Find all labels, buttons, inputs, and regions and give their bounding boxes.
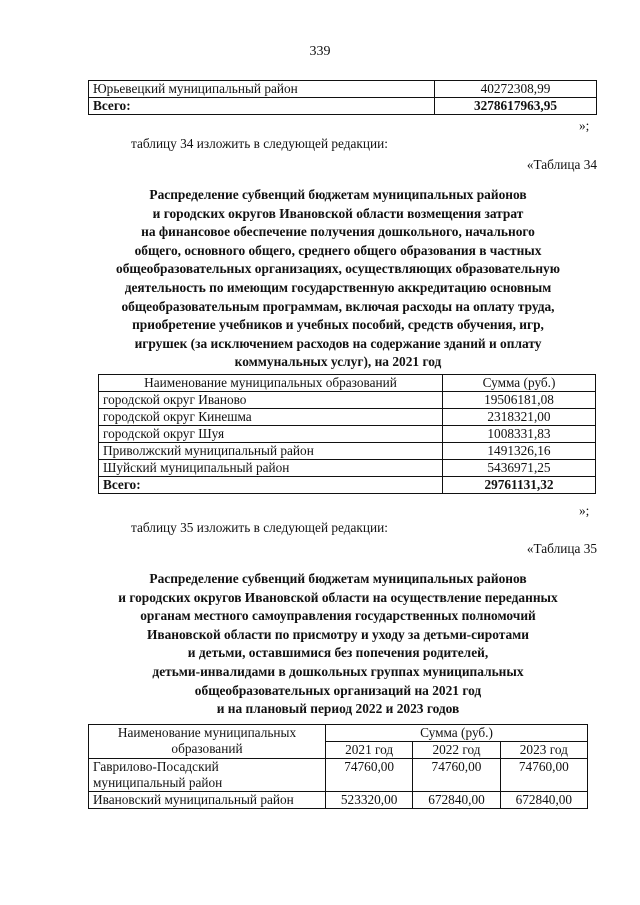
cell-name-line: муниципальный район [93, 775, 223, 790]
heading-line: и городских округов Ивановской области на осуществление переданных [118, 589, 558, 605]
heading-line: Распределение субвенций бюджетам муниципальных районов [149, 187, 527, 202]
section-heading [88, 570, 588, 719]
table-35 [88, 724, 588, 809]
heading-line: игрушек (за исключением расходов на содержание зданий и оплату [134, 335, 542, 351]
closing-mark: »; [579, 503, 590, 518]
table-cell-value: 672840,00 [500, 792, 587, 809]
heading-line: общеобразовательных организациях, осуществляющих образовательную [116, 261, 560, 277]
table-row [89, 81, 597, 98]
total-value: 29761131,32 [443, 477, 596, 494]
table-cell-value: 2318321,00 [443, 409, 596, 426]
heading-line: Ивановской области по присмотру и уходу за детьми-сиротами [146, 626, 530, 642]
cell-name-line: Гаврилово-Посадский [93, 759, 219, 774]
table-row [99, 460, 596, 477]
table-cell-value: 74760,00 [413, 759, 500, 792]
heading-line: и на плановый период 2022 и 2023 годов [216, 701, 460, 717]
table-cell-name: городской округ Шуя [99, 426, 443, 443]
heading-line: органам местного самоуправления государственных полномочий [140, 608, 536, 624]
table-cell-value: 672840,00 [413, 792, 500, 809]
table-row [89, 759, 588, 792]
heading-line: деятельность по имеющим государственную аккредитацию основным [124, 279, 552, 295]
table-34 [98, 374, 596, 494]
table-cell-name: Приволжский муниципальный район [99, 443, 443, 460]
table-row [99, 392, 596, 409]
table-row [89, 792, 588, 809]
instruction-text: таблицу 35 изложить в следующей редакции: [131, 520, 388, 535]
instruction-text: таблицу 34 изложить в следующей редакции: [131, 136, 388, 151]
table-cell-value: 1008331,83 [443, 426, 596, 443]
table-header-row [89, 725, 588, 742]
table-cell-value: 1491326,16 [443, 443, 596, 460]
heading-line: и городских округов Ивановской области возмещения затрат [152, 205, 524, 221]
table-cell-value: 74760,00 [500, 759, 587, 792]
header-sum: Сумма (руб.) [326, 725, 588, 742]
table-cell-name: Всего: [89, 98, 435, 115]
table-cell-name: Юрьевецкий муниципальный район [89, 81, 435, 98]
section-heading [88, 186, 588, 372]
heading-line: Распределение субвенций бюджетам муниципальных районов [149, 571, 527, 586]
table-cell-value: 74760,00 [326, 759, 413, 792]
header-name-line: образований [171, 741, 243, 756]
header-name [89, 725, 326, 759]
table-cell-name: городской округ Иваново [99, 392, 443, 409]
table-cell-value: 19506181,08 [443, 392, 596, 409]
table-cell-value: 3278617963,95 [435, 98, 597, 115]
heading-line: на финансовое обеспечение получения дошкольного, начального [141, 224, 535, 240]
header-year: 2023 год [500, 742, 587, 759]
heading-line: приобретение учебников и учебных пособий, средств обучения, игр, [132, 317, 544, 333]
page-number: 339 [309, 44, 331, 59]
table-header-row [99, 375, 596, 392]
header-value: Сумма (руб.) [443, 375, 596, 392]
header-year: 2021 год [326, 742, 413, 759]
table-label: «Таблица 34 [526, 157, 597, 172]
total-label: Всего: [99, 477, 443, 494]
table-row [99, 409, 596, 426]
table-cell-name: Шуйский муниципальный район [99, 460, 443, 477]
table-cell-value: 5436971,25 [443, 460, 596, 477]
heading-line: общеобразовательным программам, включая расходы на оплату труда, [121, 298, 555, 314]
heading-line: детьми-инвалидами в дошкольных группах муниципальных [152, 663, 524, 679]
heading-line: общего, основного общего, среднего общего образования в частных [134, 242, 542, 258]
table-cell-name [89, 759, 326, 792]
table-cell-value: 523320,00 [326, 792, 413, 809]
heading-line: общеобразовательных организаций на 2021 год [194, 682, 482, 698]
top-table [88, 80, 597, 115]
table-total-row [99, 477, 596, 494]
header-name-line: Наименование муниципальных [117, 725, 297, 740]
table-row [99, 443, 596, 460]
heading-line: и детьми, оставшимися без попечения родителей, [187, 645, 489, 661]
closing-mark: »; [579, 118, 590, 133]
table-cell-value: 40272308,99 [435, 81, 597, 98]
heading-line: коммунальных услуг), на 2021 год [234, 354, 442, 370]
table-cell-name: Ивановский муниципальный район [89, 792, 326, 809]
table-row [99, 426, 596, 443]
header-year: 2022 год [413, 742, 500, 759]
table-label: «Таблица 35 [526, 541, 597, 556]
table-row [89, 98, 597, 115]
header-name: Наименование муниципальных образований [99, 375, 443, 392]
table-cell-name: городской округ Кинешма [99, 409, 443, 426]
